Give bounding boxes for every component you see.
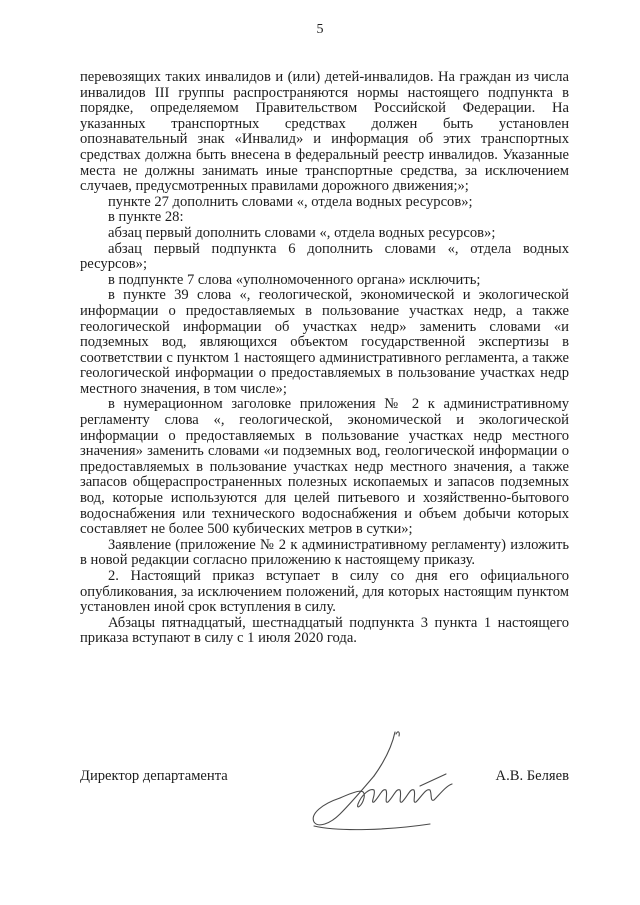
signer-title: Директор департамента	[80, 768, 228, 784]
paragraph: в пункте 28:	[108, 209, 184, 226]
signer-name: А.В. Беляев	[495, 768, 569, 784]
document-body	[80, 70, 569, 647]
handwritten-signature	[300, 728, 480, 838]
paragraph: в подпункте 7 слова «уполномоченного органа» исключить;	[108, 271, 481, 288]
paragraph: 2. Настоящий приказ вступает в силу со дня его официального опубликования, за исключением положений, для которых настоящим пунктом установлен иной срок вступления в силу.	[80, 568, 569, 616]
paragraph: абзац первый дополнить словами «, отдела водных ресурсов»;	[108, 224, 496, 241]
paragraph: в пункте 39 слова «, геологической, экономической и экологической информации о предоставляемых в пользование участках недр, а также геологической информации об участках недр» заменить словами «и подземных вод, являющихся объектом государственной экспертизы в соответствии с пунктом 1 настоящего административного регламента, а также геологической информации о предоставляемых в пользование участках недр местного значения, в том числе»;	[80, 287, 569, 397]
paragraph: абзац первый подпункта 6 дополнить словами «, отдела водных ресурсов»;	[80, 240, 569, 273]
paragraph: Абзацы пятнадцатый, шестнадцатый подпункта 3 пункта 1 настоящего приказа вступают в силу с 1 июля 2020 года.	[80, 614, 569, 647]
paragraph: перевозящих таких инвалидов и (или) детей-инвалидов. На граждан из числа инвалидов III группы распространяются нормы настоящего подпункта в порядке, определяемом Правительством Российской Федерации. На указанных транспортных средствах должен быть установлен опознавательный знак «Инвалид» и информация об этих транспортных средствах должна быть внесена в федеральный реестр инвалидов. Указанные места не должны занимать иные транспортные средства, за исключением случаев, предусмотренных правилами дорожного движения;»;	[80, 69, 569, 195]
paragraph: пункте 27 дополнить словами «, отдела водных ресурсов»;	[108, 193, 473, 210]
page-number: 5	[316, 22, 324, 37]
paragraph: в нумерационном заголовке приложения № 2 к административному регламенту слова «, геологической, экономической и экологической информации о предоставляемых в пользование участках недр местного значения» заменить словами «и подземных вод, геологической информации о предоставляемых в пользование участках недр местного значения, а также запасов общераспространенных полезных ископаемых и запасов подземных вод, которые используются для целей питьевого и хозяйственно-бытового водоснабжения или технического водоснабжения и объем добычи которых составляет не более 500 кубических метров в сутки»;	[80, 396, 569, 538]
paragraph: Заявление (приложение № 2 к административному регламенту) изложить в новой редакции согласно приложению к настоящему приказу.	[80, 536, 569, 569]
